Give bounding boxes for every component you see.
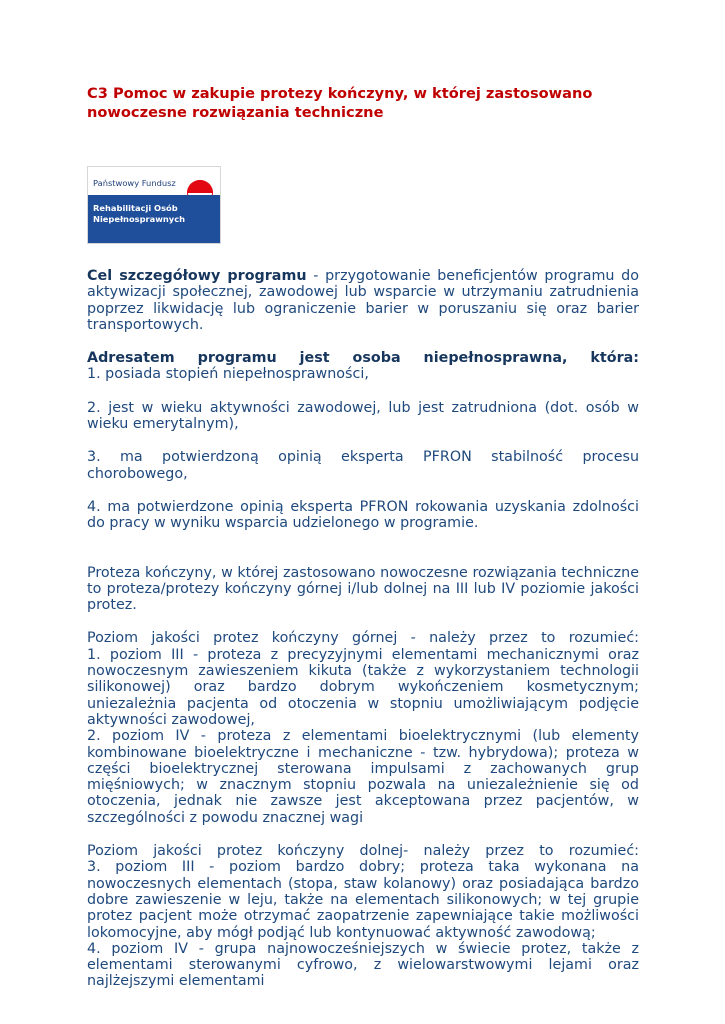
lower-limb-level-4: 4. poziom IV - grupa najnowocześniejszych w świecie protez, także z elementami sterowanymi cyfrowo, z wielowarstwowymi lejami oraz najlżejszymi elementami bbox=[87, 940, 639, 990]
addressee-item-2: 2. jest w wieku aktywności zawodowej, lub jest zatrudniona (dot. osób w wieku emerytalnym), bbox=[87, 399, 639, 433]
logo-line-3: Niepełnosprawnych bbox=[93, 214, 186, 224]
addressee-item-4: 4. ma potwierdzone opinią eksperta PFRON rokowania uzyskania zdolności do pracy w wyniku wsparcia udzielonego w programie. bbox=[87, 498, 639, 532]
page-title: C3 Pomoc w zakupie protezy kończyny, w której zastosowano nowoczesne rozwiązania techniczne bbox=[87, 85, 593, 121]
program-goal-text: - przygotowanie beneficjentów programu do aktywizacji społecznej, zawodowej lub wsparcie w utrzymaniu zatrudnienia poprzez likwidację lub ograniczenie barier w poruszaniu się oraz barier transportowych. bbox=[87, 268, 639, 333]
program-goal-label: Cel szczegółowy programu bbox=[87, 268, 307, 284]
document-page bbox=[87, 84, 639, 990]
upper-limb-heading: Poziom jakości protez kończyny górnej - należy przez to rozumieć: bbox=[87, 630, 639, 647]
addressee-heading: Adresatem programu jest osoba niepełnosprawna, która: bbox=[87, 350, 639, 367]
upper-limb-level-4: 2. poziom IV - proteza z elementami bioelektrycznymi (lub elementy kombinowane bioelektryczne i mechaniczne - tzw. hybrydowa); proteza w części bioelektrycznej sterowana impulsami z zachowanych grup mięśniowych; w znacznym stopniu pozwala na uniezależnienie się od otoczenia, jednak nie zawsze jest akceptowana przez pacjentów, w szczególności z powodu znacznej wagi bbox=[87, 728, 639, 826]
prosthesis-definition: Proteza kończyny, w której zastosowano nowoczesne rozwiązania techniczne to proteza/protezy kończyny górnej i/lub dolnej na III lub IV poziomie jakości protez. bbox=[87, 564, 639, 614]
logo-line-1: Państwowy Fundusz bbox=[93, 178, 176, 188]
upper-limb-level-3: 1. poziom III - proteza z precyzyjnymi elementami mechanicznymi oraz nowoczesnym zawieszeniem kikuta (także z wykorzystaniem technologii silikonowej) oraz bardzo dobrym wykończeniem kosmetycznym; uniezależnia pacjenta od otoczenia w stopniu umożliwiającym podjęcie aktywności zawodowej, bbox=[87, 646, 639, 728]
lower-limb-heading: Poziom jakości protez kończyny dolnej- należy przez to rozumieć: bbox=[87, 843, 639, 860]
program-goal bbox=[87, 268, 639, 333]
logo-line-2: Rehabilitacji Osób bbox=[93, 203, 178, 213]
pfron-logo bbox=[87, 166, 221, 244]
lower-limb-level-3: 3. poziom III - poziom bardzo dobry; proteza taka wykonana na nowoczesnych elementach (stopa, staw kolanowy) oraz posiadająca bardzo dobre zawieszenie w leju, także na elementach silikonowych; w tej grupie protez pacjent może otrzymać zaopatrzenie zapewniające takie możliwości lokomocyjne, aby mógł podjąć lub kontynuować aktywność zawodową; bbox=[87, 859, 639, 941]
addressee-item-3: 3. ma potwierdzoną opinią eksperta PFRON stabilność procesu chorobowego, bbox=[87, 449, 639, 482]
addressee-item-1: 1. posiada stopień niepełnosprawności, bbox=[87, 366, 369, 383]
